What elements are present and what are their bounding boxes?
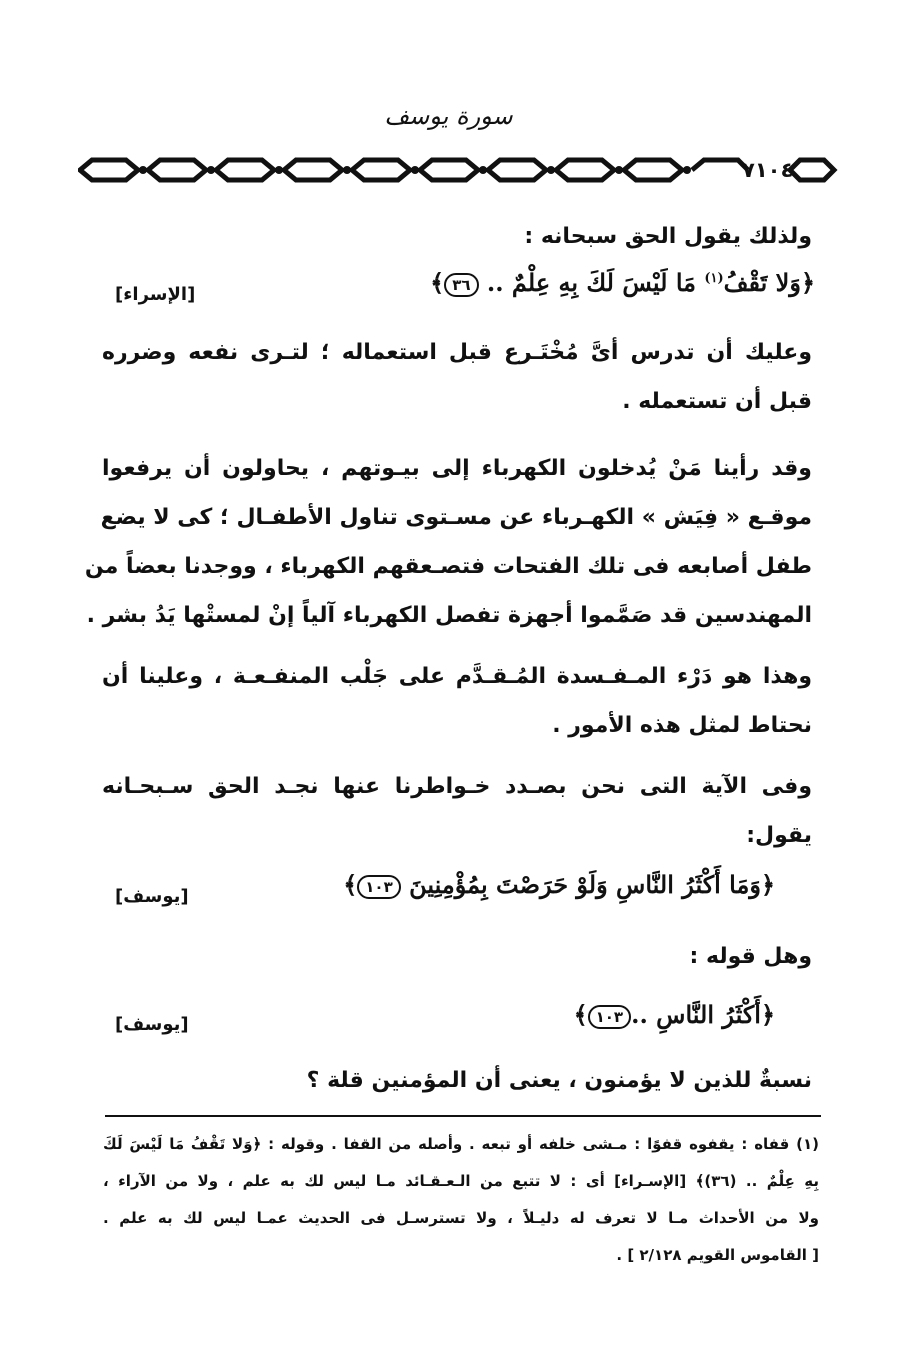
text-line: يقول: xyxy=(746,823,812,848)
footnote-line: [ القاموس القويم ٢/١٢٨ ] . xyxy=(616,1246,819,1264)
paragraph xyxy=(84,444,812,640)
verse-reference: [يوسف] xyxy=(115,886,189,907)
verse-open-bracket: ﴿ xyxy=(760,870,775,899)
verse-reference: [الإسراء] xyxy=(115,284,196,305)
text-line: طفل أصابعه فى تلك الفتحات فتصـعقهم الكهرباء ، ووجدنا بعضاً من xyxy=(84,554,812,579)
text-line: وقد رأينا مَنْ يُدخلون الكهرباء إلى بيـوتهم ، يحاولون أن يرفعوا xyxy=(102,456,812,481)
footnote-line: (١) قفاه : يقفوه قفوًا : مـشى خلفه أو تبعه . وأصله من القفا . وقوله : ﴿وَلا تَقْفُ مَا لَيْسَ لَكَ xyxy=(103,1135,819,1153)
ornamental-border-icon xyxy=(78,150,838,190)
text-line: وهذا هو دَرْء المـفـسدة المُـقـدَّم على جَلْب المنفـعـة ، وعلينا أن xyxy=(102,664,812,689)
footnote-separator xyxy=(105,1115,821,1117)
ayah-number: ١٠٣ xyxy=(588,1005,631,1029)
verse-open-bracket: ﴿ xyxy=(800,268,815,297)
verse-yusuf-103 xyxy=(343,870,775,899)
intro-line: ولذلك يقول الحق سبحانه : xyxy=(524,224,812,249)
page-number: ٧١٠٤ xyxy=(742,158,794,182)
verse-text: أَكْثَرُ النَّاسِ .. xyxy=(631,1000,761,1029)
question-line: وهل قوله : xyxy=(689,944,812,969)
paragraph xyxy=(102,652,812,750)
text-line: وفى الآية التى نحن بصـدد خـواطرنا عنها نجـد الحق سـبحـانه xyxy=(102,774,812,799)
text-line: نحتاط لمثل هذه الأمور . xyxy=(552,713,812,738)
text-line: وعليك أن تدرس أىَّ مُخْتَـرع قبل استعماله ؛ لتـرى نفعه وضرره xyxy=(102,340,812,365)
verse-text: وَلا تَقْفُ xyxy=(723,268,801,297)
verse-close-bracket: ﴾ xyxy=(573,1000,588,1029)
verse-text: مَا لَيْسَ لَكَ بِهِ عِلْمٌ .. xyxy=(478,268,705,297)
verse-close-bracket: ﴾ xyxy=(430,268,445,297)
verse-text: وَمَا أَكْثَرُ النَّاسِ وَلَوْ حَرَصْتَ بِمُؤْمِنِينَ xyxy=(400,870,761,899)
text-line: موقـع « فِيَش » الكهـرباء عن مسـتوى تناول الأطفـال ؛ كى لا يضع xyxy=(100,505,812,530)
paragraph xyxy=(102,328,812,426)
text-line: المهندسين قد صَمَّموا أجهزة تفصل الكهرباء آلياً إنْ لمستْها يَدُ بشر . xyxy=(86,603,812,628)
ayah-number: ١٠٣ xyxy=(357,875,400,899)
paragraph xyxy=(102,762,812,860)
ayah-number: ٣٦ xyxy=(444,273,478,297)
footnote-marker: (١) xyxy=(704,271,724,286)
footnotes xyxy=(103,1126,819,1274)
text-line: قبل أن تستعمله . xyxy=(622,389,812,414)
verse-reference: [يوسف] xyxy=(115,1014,189,1035)
surah-title: سورة يوسف xyxy=(384,102,513,130)
verse-al-isra-36 xyxy=(430,268,815,297)
verse-open-bracket: ﴿ xyxy=(760,1000,775,1029)
footnote-line: ولا من الأحداث مـا لا تعرف له دليـلاً ، ولا تسترسـل فى الحديث عمـا ليس لك به علم . xyxy=(103,1209,819,1227)
footnote-line: بِهِ عِلْمٌ .. (٣٦)﴾ [الإسـراء] أى : لا تتبع من الـعـقـائد مـا ليس لك به علم ، ولا من الآراء ، xyxy=(103,1172,819,1190)
verse-yusuf-103-excerpt xyxy=(574,1000,775,1029)
closing-line: نسبةٌ للذين لا يؤمنون ، يعنى أن المؤمنين قلة ؟ xyxy=(306,1068,812,1093)
verse-close-bracket: ﴾ xyxy=(343,870,358,899)
